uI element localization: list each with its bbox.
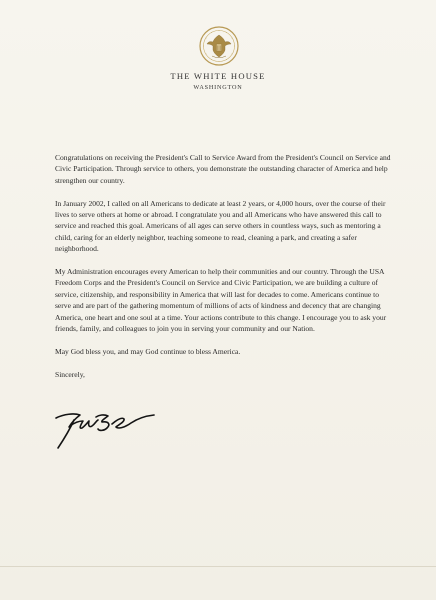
- letterhead-subtitle: WASHINGTON: [193, 84, 243, 91]
- letter-paragraph: Congratulations on receiving the President's Call to Service Award from the President's Council on Service and Civic Participation. Through service to others, you demonstrate the outstanding character of America and help strengthen our country.: [55, 153, 391, 185]
- letter-blessing: May God bless you, and may God continue to bless America.: [55, 346, 241, 356]
- letter-paragraph: In January 2002, I called on all Americans to dedicate at least 2 years, or 4,000 hours, over the course of their lives to serve others at home or abroad. I congratulate you and all Americans who have answered this call to service and reached this goal. Americans of all ages can serve others in countless ways, such as mentoring a child, caring for an elderly neighbor, teaching someone to read, cleaning a park, and creating a safer neighborhood.: [55, 198, 386, 254]
- handwritten-signature-icon: [52, 404, 162, 452]
- letter-body: [55, 152, 395, 391]
- letter-paragraph: My Administration encourages every American to help their communities and our country. Through the USA Freedom Corps and the President's Council on Service and Civic Participation, we are building a culture of service, citizenship, and responsibility in America that will last for decades to come. Americans continue to serve and are part of the gathering momentum of millions of acts of kindness and decency that are changing America, one heart and one soul at a time. Your actions contribute to this change. I encourage you to ask your friends, family, and colleagues to join you in serving your community and our Nation.: [55, 267, 387, 334]
- letterhead-title: THE WHITE HOUSE: [170, 71, 266, 81]
- letter-closing: Sincerely,: [55, 369, 85, 379]
- page-divider: [0, 566, 436, 567]
- presidential-seal-icon: [199, 26, 239, 66]
